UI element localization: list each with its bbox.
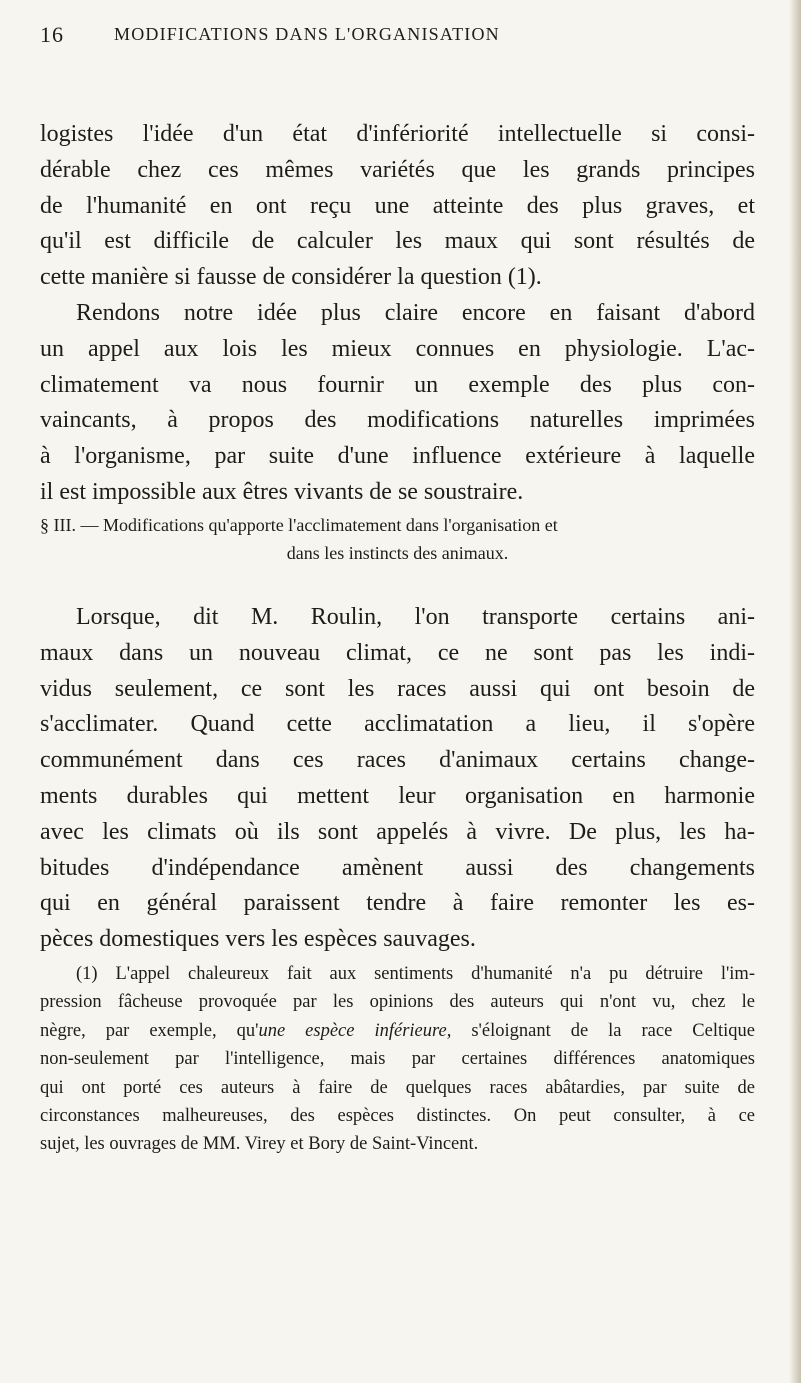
footnote-line: qui ont porté ces auteurs à faire de quelques races abâtardies, par suite de (40, 1077, 755, 1098)
page-number: 16 (40, 22, 64, 47)
text-line: bitudes d'indépendance amènent aussi des changements (40, 854, 755, 881)
text-line: de l'humanité en ont reçu une atteinte des plus graves, et (40, 192, 755, 219)
text-line: logistes l'idée d'un état d'infériorité intellectuelle si consi- (40, 121, 755, 147)
footnote-line: sujet, les ouvrages de MM. Virey et Bory de Saint-Vincent. (40, 1134, 479, 1155)
text-line: communément dans ces races d'animaux certains change- (40, 747, 755, 774)
text-line: Rendons notre idée plus claire encore en faisant d'abord (76, 300, 755, 326)
footnote-line: pression fâcheuse provoquée par les opinions des auteurs qui n'ont vu, chez le (40, 992, 755, 1013)
page-edge-shadow (789, 0, 801, 1383)
text-line: climatement va nous fournir un exemple des plus con- (40, 371, 755, 398)
text-line: ments durables qui mettent leur organisation en harmonie (40, 782, 755, 809)
text-line: qu'il est difficile de calculer les maux qui sont résultés de (40, 228, 755, 255)
footnote-line: non-seulement par l'intelligence, mais par certaines différences anatomiques (40, 1049, 755, 1070)
text-line: s'acclimater. Quand cette acclimatation a lieu, il s'opère (40, 711, 755, 738)
paragraph-1 (40, 117, 755, 296)
section-heading (40, 511, 755, 567)
section-heading-line: § III. — Modifications qu'apporte l'acclimatement dans l'organisation et (40, 515, 558, 535)
footnote-text: nègre, par exemple, qu' (40, 1020, 259, 1041)
footnote-line (40, 1017, 755, 1045)
footnote-italic-text: une espèce inférieure, (258, 1020, 452, 1041)
text-line: un appel aux lois les mieux connues en physiologie. L'ac- (40, 335, 755, 362)
text-line: qui en général paraissent tendre à faire remonter les es- (40, 890, 755, 917)
text-line: pèces domestiques vers les espèces sauvages. (40, 926, 476, 953)
running-head: MODIFICATIONS DANS L'ORGANISATION (114, 24, 500, 44)
text-line: avec les climats où ils sont appelés à vivre. De plus, les ha- (40, 818, 755, 845)
text-line: vidus seulement, ce sont les races aussi qui ont besoin de (40, 675, 755, 702)
paragraph-2 (40, 296, 755, 511)
text-line: dérable chez ces mêmes variétés que les grands principes (40, 156, 755, 183)
text-line: il est impossible aux êtres vivants de se soustraire. (40, 478, 524, 505)
text-line: à l'organisme, par suite d'une influence extérieure à laquelle (40, 443, 755, 470)
text-line: Lorsque, dit M. Roulin, l'on transporte certains ani- (76, 604, 755, 630)
section-heading-line: dans les instincts des animaux. (286, 543, 509, 563)
text-line: cette manière si fausse de considérer la question (1). (40, 264, 542, 291)
paragraph-3 (40, 600, 755, 958)
footnote-line: (1) L'appel chaleureux fait aux sentiments d'humanité n'a pu détruire l'im- (76, 964, 755, 984)
text-line: vaincants, à propos des modifications naturelles imprimées (40, 407, 755, 434)
page-header (40, 22, 755, 52)
footnote-line: circonstances malheureuses, des espèces distinctes. On peut consulter, à ce (40, 1105, 755, 1126)
footnote (40, 960, 755, 1159)
footnote-text: s'éloignant de la race Celtique (451, 1020, 755, 1041)
text-line: maux dans un nouveau climat, ce ne sont pas les indi- (40, 639, 755, 666)
